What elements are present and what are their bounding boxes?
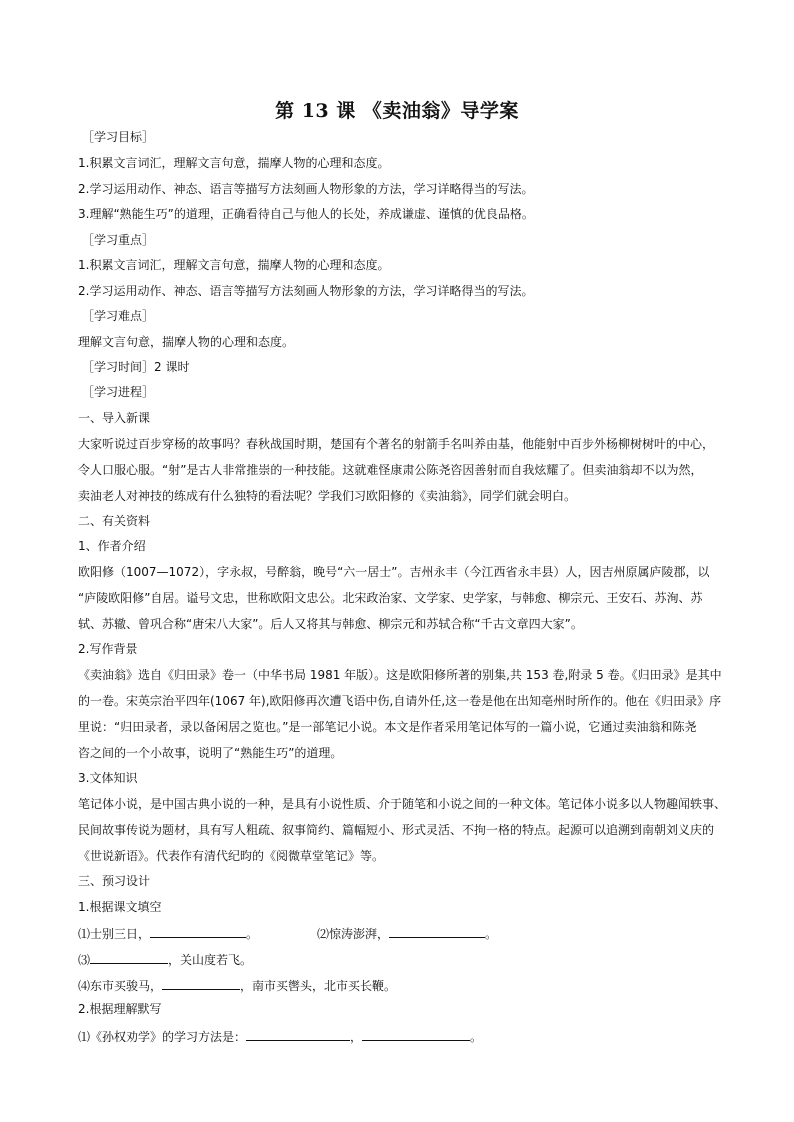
fill-question-2: [317, 924, 497, 942]
fill-q2-text: ⑵惊涛澎湃，: [317, 927, 390, 941]
fill-q4-end: ，南市买辔头，北市买长鞭。: [240, 979, 397, 993]
intro-line-3: 卖油老人对神技的练成有什么独特的看法呢？学我们习欧阳修的《卖油翁》，同学们就会明白。: [78, 489, 577, 503]
key-point-item-1: 1.积累文言词汇，理解文言句意，揣摩人物的心理和态度。: [78, 258, 390, 272]
goal-item-2: 2.学习运用动作、神态、语言等描写方法刻画人物形象的方法，学习详略得当的写法。: [78, 182, 534, 196]
fill-q4-text: ⑷东市买骏马，: [78, 979, 163, 993]
fill-q1-text: ⑴士别三日，: [78, 927, 151, 941]
fill-q1-end: 。: [246, 927, 259, 941]
recite-q1-mid: ，: [350, 1030, 363, 1044]
genre-line-3: 《世说新语》。代表作有清代纪昀的《阅微草堂笔记》等。: [78, 849, 385, 863]
recite-q1-blank-1[interactable]: [246, 1027, 350, 1041]
difficulty-heading: ［学习难点］: [82, 309, 155, 323]
goal-item-1: 1.积累文言词汇，理解文言句意，揣摩人物的心理和态度。: [78, 156, 390, 170]
author-line-3: 轼、苏辙、曾巩合称“唐宋八大家”。后人又将其与韩愈、柳宗元和苏轼合称“千古文章四大家”。: [78, 617, 583, 631]
background-line-1: 《卖油翁》选自《归田录》卷一（中华书局 1981 年版）。这是欧阳修所著的别集,共 153 卷,附录 5 卷。《归田录》是其中: [78, 668, 722, 682]
study-time: ［学习时间］2 课时: [82, 360, 190, 374]
recite-q1-blank-2[interactable]: [362, 1027, 470, 1041]
materials-heading: 二、有关资料: [78, 514, 151, 528]
background-line-4: 咨之间的一个小故事，说明了“熟能生巧”的道理。: [78, 746, 343, 760]
fill-q2-blank[interactable]: [389, 924, 485, 938]
fill-question-4: [78, 976, 396, 994]
page-title: 第 13 课 《卖油翁》导学案: [275, 100, 519, 122]
difficulty-text: 理解文言句意，揣摩人物的心理和态度。: [78, 335, 295, 349]
genre-line-1: 笔记体小说，是中国古典小说的一种，是具有小说性质、介于随笔和小说之间的一种文体。笔记体小说多以人物趣闻轶事、: [78, 797, 727, 811]
fill-q4-blank[interactable]: [162, 976, 240, 990]
intro-heading: 一、导入新课: [78, 411, 151, 425]
key-points-heading: ［学习重点］: [82, 233, 155, 247]
intro-line-1: 大家听说过百步穿杨的故事吗？春秋战国时期，楚国有个著名的射箭手名叫养由基，他能射中百步外杨柳树树叶的中心，: [78, 437, 715, 451]
fill-q3-start: ⑶: [78, 953, 91, 967]
recite-question-1: [78, 1027, 482, 1045]
preview-heading: 三、预习设计: [78, 874, 151, 888]
intro-line-2: 令人口服心服。“射”是古人非常推崇的一种技能。这就难怪康肃公陈尧咨因善射而自我炫耀了。但卖油翁却不以为然，: [78, 463, 703, 477]
background-line-3: 里说：“归田录者，录以备闲居之览也。”是一部笔记小说。本文是作者采用笔记体写的一篇小说，它通过卖油翁和陈尧: [78, 720, 697, 734]
background-heading: 2.写作背景: [78, 642, 138, 656]
recite-q1-end: 。: [470, 1030, 483, 1044]
genre-heading: 3.文体知识: [78, 771, 138, 785]
process-heading: ［学习进程］: [82, 385, 155, 399]
recite-heading: 2.根据理解默写: [78, 1002, 162, 1016]
fill-q3-blank[interactable]: [90, 950, 168, 964]
genre-line-2: 民间故事传说为题材，具有写人粗疏、叙事简约、篇幅短小、形式灵活、不拘一格的特点。起源可以追溯到南朝刘义庆的: [78, 823, 715, 837]
goal-item-3: 3.理解“熟能生巧”的道理，正确看待自己与他人的长处，养成谦虚、谨慎的优良品格。: [78, 207, 534, 221]
background-line-2: 的一卷。宋英宗治平四年(1067 年),欧阳修再次遭飞语中伤,自请外任,这一卷是他在出知亳州时所作的。他在《归田录》序: [78, 694, 722, 708]
key-point-item-2: 2.学习运用动作、神态、语言等描写方法刻画人物形象的方法，学习详略得当的写法。: [78, 284, 534, 298]
fill-question-1: [78, 924, 258, 942]
fill-q1-blank[interactable]: [150, 924, 246, 938]
author-line-1: 欧阳修（1007—1072），字永叔，号醉翁，晚号“六一居士”。吉州永丰（今江西省永丰县）人，因吉州原属庐陵郡，以: [78, 565, 710, 579]
goals-heading: ［学习目标］: [82, 130, 155, 144]
fill-q2-end: 。: [485, 927, 498, 941]
fill-heading: 1.根据课文填空: [78, 900, 162, 914]
author-heading: 1、作者介绍: [78, 539, 146, 553]
author-line-2: “庐陵欧阳修”自居。谥号文忠，世称欧阳文忠公。北宋政治家、文学家、史学家，与韩愈、柳宗元、王安石、苏洵、苏: [78, 591, 703, 605]
recite-q1-text: ⑴《孙权劝学》的学习方法是：: [78, 1030, 247, 1044]
fill-q3-text: ，关山度若飞。: [168, 953, 253, 967]
fill-question-3: [78, 950, 252, 968]
